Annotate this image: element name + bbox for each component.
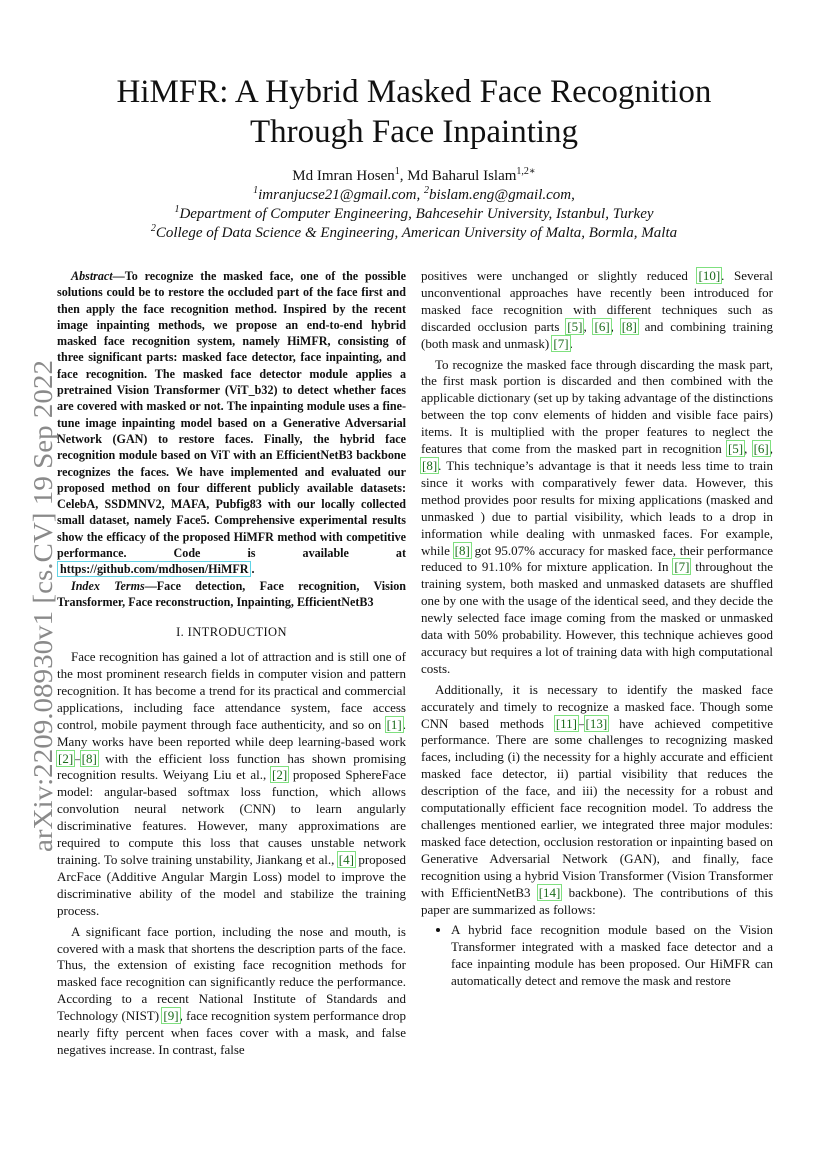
affiliation-2-text: College of Data Science & Engineering, American University of Malta, Bormla, Malta xyxy=(155,225,678,241)
citation-link[interactable]: [14] xyxy=(538,884,561,900)
text-run: . Many works have been reported while deep learning-based work xyxy=(57,716,406,749)
section-heading-introduction: I. INTRODUCTION xyxy=(176,625,287,640)
text-run: proposed SphereFace model: angular-based softmax loss function, which allows convolution neural network (CNN) to learn angularly discriminative features. However, many approximations are required to compute this loss that causes unstable network training. To solve training unstability, Jiankang et al., xyxy=(57,767,406,868)
right-paragraph-1 xyxy=(421,268,773,353)
email-2[interactable]: bislam.eng@gmail.com, xyxy=(429,187,575,203)
text-run: – xyxy=(578,715,585,731)
citation-link[interactable]: [4] xyxy=(338,852,354,868)
citation-link[interactable]: [6] xyxy=(594,318,610,334)
author-list xyxy=(60,166,768,186)
author-emails xyxy=(60,185,768,205)
author-1: Md Imran Hosen xyxy=(292,168,395,184)
email-2-affil: 2 xyxy=(424,185,429,196)
citation-link[interactable]: [13] xyxy=(585,715,608,731)
contribution-item: • A hybrid face recognition module based on the Vision Transformer integrated with a masked face detector and a face inpainting module has been proposed. Our HiMFR can automatically detect and remove the mask and restore xyxy=(451,922,773,990)
text-run: with the efficient loss function has shown promising recognition results. Weiyang Liu et al., xyxy=(57,750,406,783)
citation-link[interactable]: [8] xyxy=(81,750,97,766)
text-run: , xyxy=(610,318,621,334)
arxiv-stamp-text: arXiv:2209.08930v1 [cs.CV] 19 Sep 2022 xyxy=(28,394,58,852)
citation-link[interactable]: [7] xyxy=(674,559,690,575)
text-run: . Several unconventional approaches have recently been introduced for masked face recognition with different techniques such as discarded occlusion parts xyxy=(421,268,774,334)
title-line-2: Through Face Inpainting xyxy=(249,114,579,150)
title-line-1: HiMFR: A Hybrid Masked Face Recognition xyxy=(116,74,712,110)
citation-link[interactable]: [6] xyxy=(753,441,769,457)
citation-link[interactable]: [7] xyxy=(553,335,569,351)
left-column xyxy=(57,268,406,1059)
text-run: , xyxy=(769,441,773,457)
text-run: To recognize the masked face through discarding the mask part, the first mask portion is discarded and then combined with the applicable dictionary (set up by taking advantage of the distinctions between the top conv elements of hidden and visible face pairs) items. It is multiplied with the proper features to neglect the features that come from the masked part in recognition xyxy=(421,356,773,457)
text-run: throughout the training system, both masked and unmasked datasets are shuffled one by one with the usage of the identical seed, and they decide the newly selected face image coming from the masked or unmasked data with 50% probability. However, this technique achieves good accuracy but requires a lot of training data with high computational costs. xyxy=(421,559,774,676)
right-paragraph-3 xyxy=(421,682,773,919)
affiliation-1-text: Department of Computer Engineering, Bahcesehir University, Istanbul, Turkey xyxy=(179,206,654,222)
citation-link[interactable]: [2] xyxy=(58,750,74,766)
citation-link[interactable]: [9] xyxy=(163,1008,179,1024)
abstract-end: . xyxy=(251,562,255,577)
text-run: got 95.07% accuracy for masked face, their performance reduced to 91.10% for mixture application. In xyxy=(421,542,773,575)
affiliation-1-mark: 1 xyxy=(174,204,180,215)
text-run: . This technique’s advantage is that it needs less time to train since it works with comparatively fewer data. However, this method provides poor results for mixing applications (masked and unmasked ) due to partial visibility, which leads to a drop in information while dealing with unmasked faces. For example, while xyxy=(421,457,773,558)
right-column xyxy=(421,268,773,990)
paper-title xyxy=(60,72,768,152)
text-run: , face recognition system performance drop nearly fifty percent when faces cover with a mask, and false negatives increase. In contrast, false xyxy=(57,1008,407,1057)
affiliation-2 xyxy=(60,223,768,243)
text-run: Additionally, it is necessary to identify the masked face accurately and timely to recognize a masked face. Though some CNN based methods xyxy=(421,681,773,731)
citation-link[interactable]: [5] xyxy=(727,441,744,457)
index-terms xyxy=(57,578,406,611)
affiliation-1 xyxy=(60,204,768,224)
citation-link[interactable]: [8] xyxy=(621,318,637,334)
citation-link[interactable]: [8] xyxy=(422,457,438,473)
text-run: have achieved competitive performance. There are some challenges to recognizing masked faces, including (i) the necessity for a highly accurate and efficient masked face detector, ii) partial visibility that reduces the description of the face, and iii) the necessity for a robust and computationally efficient face recognition model. To address the challenges mentioned earlier, we integrated three major modules: masked face detection, occlusion restoration or inpainting based on Generative Adversarial Network (GAN), and finally, face recognition using a hybrid Vision Transformer (Vision Transformer with EfficientNetB3 xyxy=(421,715,773,900)
index-terms-label: Index Terms xyxy=(71,578,145,593)
author-1-affil: 1 xyxy=(394,166,400,177)
text-run: . xyxy=(569,335,573,351)
contributions-list xyxy=(421,922,773,990)
citation-link[interactable]: [8] xyxy=(454,542,470,558)
abstract-text: —To recognize the masked face, one of the possible solutions could be to restore the occluded part of the face first and then apply the face recognition method. Inspired by the recent image inpainting methods, we propose an end-to-end hybrid masked face recognition system, namely HiMFR, consisting of three significant parts: masked face detector, face inpainting, and face recognition. The masked face detector module applies a pretrained Vision Transformer (ViT_b32) to detect whether faces are covered with masked or not. The inpainting module uses a fine-tune image inpainting model based on a Generative Adversarial Network (GAN) to restore faces. Finally, the hybrid face recognition module based on ViT with an EfficientNetB3 backbone recognizes the faces. We have implemented and evaluated our proposed method on four different publicly available datasets: CelebA, SSDMNV2, MAFA, Pubfig83 with our locally collected small dataset, namely Face5. Comprehensive experimental results show the efficacy of the proposed HiMFR method with competitive performance. Code is available at xyxy=(57,269,406,561)
intro-paragraph-2 xyxy=(57,924,406,1059)
author-2: Md Baharul Islam xyxy=(407,168,517,184)
intro-paragraph-1 xyxy=(57,649,406,920)
text-run: and combining training (both mask and unmask) xyxy=(421,318,774,351)
citation-link[interactable]: [11] xyxy=(555,715,577,731)
text-run: backbone). The contributions of this paper are summarized as follows: xyxy=(421,884,773,917)
text-run: proposed ArcFace (Additive Angular Margin Loss) model to improve the discriminative ability of the model and stabilize the training process. xyxy=(57,852,406,918)
email-1[interactable]: imranjucse21@gmail.com, xyxy=(258,187,424,203)
index-terms-text: —Face detection, Face recognition, Vision Transformer, Face reconstruction, Inpainting, EfficientNetB3 xyxy=(57,578,406,609)
text-run: positives were unchanged or slightly reduced xyxy=(421,268,698,283)
text-run: – xyxy=(74,750,81,766)
citation-link[interactable]: [5] xyxy=(567,318,583,334)
citation-link[interactable]: [1] xyxy=(386,716,402,732)
code-link[interactable]: https://github.com/mdhosen/HiMFR xyxy=(57,561,251,577)
citation-link[interactable]: [10] xyxy=(698,268,721,283)
affiliation-2-mark: 2 xyxy=(150,223,156,234)
citation-link[interactable]: [2] xyxy=(271,767,288,783)
abstract xyxy=(57,268,406,578)
right-paragraph-2 xyxy=(421,357,773,678)
text-run: , xyxy=(583,318,594,334)
author-separator: , xyxy=(399,168,408,184)
abstract-label: Abstract xyxy=(71,269,113,283)
text-run: Face recognition has gained a lot of attraction and is still one of the most prominent research fields in computer vision and pattern recognition. It has become a trend for its practical and commercial applications, including face attendance system, face access control, mobile payment through face authenticity, and so on xyxy=(57,649,406,732)
email-1-affil: 1 xyxy=(253,185,259,196)
text-run: , xyxy=(744,441,753,457)
text-run: A significant face portion, including the nose and mouth, is covered with a mask that shortens the description parts of the face. Thus, the extension of existing face recognition methods for masked face recognition can significantly reduce the performance. According to a recent National Institute of Standards and Technology (NIST) xyxy=(57,923,406,1024)
author-2-affil: 1,2∗ xyxy=(516,166,536,177)
